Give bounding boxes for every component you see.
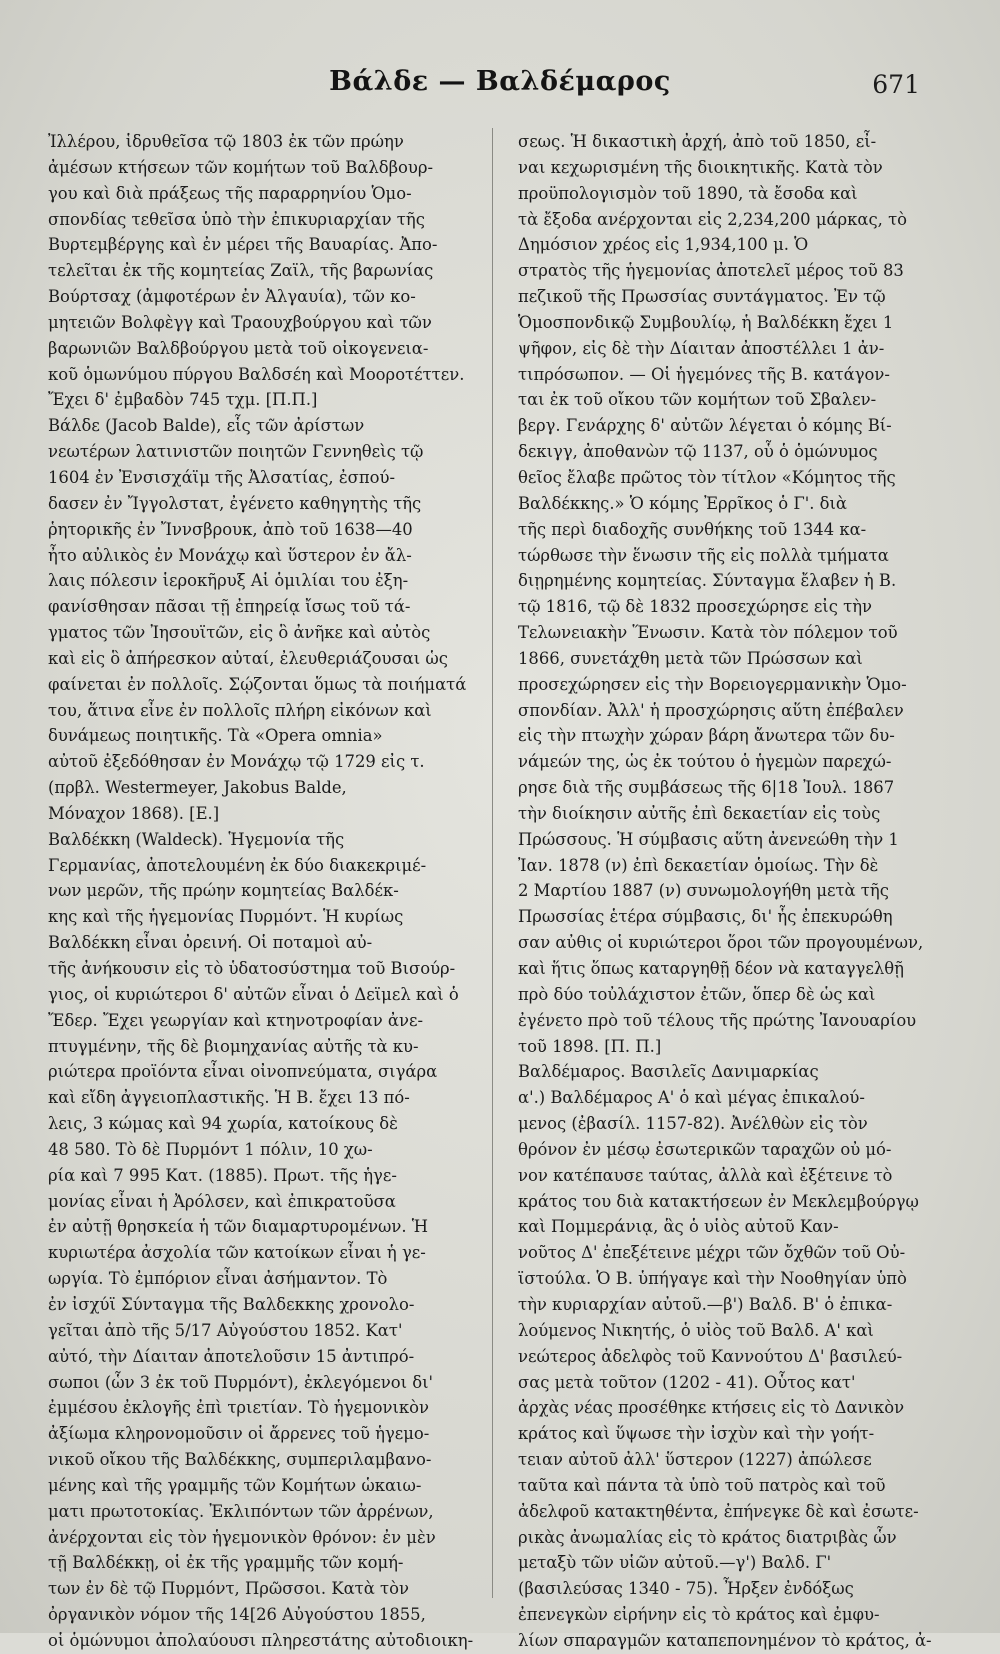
text-line: ἐγένετο πρὸ τοῦ τέλους τῆς πρώτης Ἰανουαρίου bbox=[518, 1010, 917, 1030]
text-line: Γερμανίας, ἀποτελουμένη ἐκ δύο διακεκριμέ- bbox=[48, 855, 427, 875]
text-line: Βαλδέκκη εἶναι ὀρεινή. Οἱ ποταμοὶ αὐ- bbox=[48, 933, 373, 953]
text-line: ὀργανικὸν νόμον τῆς 14[26 Αὐγούστου 1855, bbox=[48, 1605, 426, 1625]
running-head: Βάλδε — Βαλδέμαρος bbox=[329, 66, 671, 97]
text-line: ωργία. Τὸ ἐμπόριον εἶναι ἀσήμαντον. Τὸ bbox=[48, 1269, 388, 1289]
text-line: Δημόσιον χρέος εἰς 1,934,100 μ. Ὁ bbox=[518, 235, 809, 255]
text-line: τιπρόσωπον. — Οἱ ἡγεμόνες τῆς Β. κατάγον- bbox=[518, 364, 890, 384]
text-line: δασεν ἐν Ἴγγολστατ, ἐγένετο καθηγητὴς τῆς bbox=[48, 493, 422, 513]
text-line: αὐτό, τὴν Δίαιταν ἀποτελοῦσιν 15 ἀντιπρό- bbox=[48, 1346, 415, 1366]
text-line: τελεῖται ἐκ τῆς κομητείας Ζαϊλ, τῆς βαρωνίας bbox=[48, 261, 434, 281]
text-line: ἐν ἰσχύϊ Σύνταγμα τῆς Βαλδεκκης χρονολο- bbox=[48, 1294, 415, 1314]
text-line: μητειῶν Βολφὲγγ καὶ Τραουχβούργου καὶ τῶν bbox=[48, 312, 432, 332]
text-line: ἐπενεγκὼν εἰρήνην εἰς τὸ κράτος καὶ ἐμφυ- bbox=[518, 1605, 880, 1625]
text-line: νεώτερος ἀδελφὸς τοῦ Καννούτου Δ' βασιλεύ- bbox=[518, 1346, 903, 1366]
text-line: ματι πρωτοτοκίας. Ἐκλιπόντων τῶν ἀρρένων, bbox=[48, 1501, 434, 1521]
text-line: (βασιλεύσας 1340 - 75). Ἦρξεν ἐνδόξως bbox=[518, 1579, 854, 1599]
text-line: Βαλδέκκη (Waldeck). Ἡγεμονία τῆς bbox=[48, 829, 345, 849]
text-line: Βυρτεμβέργης καὶ ἐν μέρει τῆς Βαυαρίας. Ἀπο- bbox=[48, 235, 438, 255]
text-line: μονίας εἶναι ἡ Ἀρόλσεν, καὶ ἐπικρατοῦσα bbox=[48, 1191, 396, 1211]
text-line: βεργ. Γενάρχης δ' αὐτῶν λέγεται ὁ κόμης Βί- bbox=[518, 416, 892, 436]
text-line: σας μετὰ τοῦτον (1202 - 41). Οὗτος κατ' bbox=[518, 1372, 856, 1392]
text-line: ριώτερα προϊόντα εἶναι οἰνοπνεύματα, σιγάρα bbox=[48, 1062, 438, 1082]
text-line: εἰς τὴν πτωχὴν χώραν βάρη ἄνωτερα τῶν δυ- bbox=[518, 726, 895, 746]
text-line: προσεχώρησεν εἰς τὴν Βορειογερμανικὴν Ὁμο- bbox=[518, 674, 907, 694]
text-line: Τελωνειακὴν Ἕνωσιν. Κατὰ τὸν πόλεμον τοῦ bbox=[518, 623, 898, 643]
text-line: σπονδίαν. Ἀλλ' ἡ προσχώρησις αὕτη ἐπέβαλεν bbox=[518, 700, 904, 720]
text-line: κης καὶ τῆς ἡγεμονίας Πυρμόντ. Ἡ κυρίως bbox=[48, 907, 404, 927]
text-line: σεως. Ἡ δικαστικὴ ἀρχή, ἀπὸ τοῦ 1850, εἶ- bbox=[518, 132, 877, 151]
text-line: νον κατέπαυσε ταύτας, ἀλλὰ καὶ ἐξέτεινε τὸ bbox=[518, 1165, 893, 1185]
text-line: νάμεών της, ὡς ἐκ τούτου ὁ ἡγεμὼν παρεχώ- bbox=[518, 752, 892, 772]
text-line: ται ἐκ τοῦ οἴκου τῶν κομήτων τοῦ Σβαλεν- bbox=[518, 390, 877, 410]
text-line: ρικὰς ἀνωμαλίας εἰς τὸ κράτος διατριβὰς ὧν bbox=[518, 1527, 897, 1547]
column-divider bbox=[492, 128, 493, 1598]
text-line: μενος (ἐβασίλ. 1157-82). Ἀνέλθὼν εἰς τὸν bbox=[518, 1114, 868, 1134]
text-line: τῆς περὶ διαδοχῆς συνθήκης τοῦ 1344 κα- bbox=[518, 519, 867, 539]
text-line: νικοῦ οἴκου τῆς Βαλδέκκης, συμπεριλαμβανο- bbox=[48, 1450, 432, 1470]
text-line: γιος, οἱ κυριώτεροι δ' αὐτῶν εἶναι ὁ Δεϊμελ καὶ ὁ bbox=[48, 984, 459, 1004]
text-line: 1604 ἐν Ἐνσισχάϊμ τῆς Ἀλσατίας, ἐσπού- bbox=[48, 467, 395, 487]
text-line: (πρβλ. Westermeyer, Jakobus Balde, bbox=[48, 778, 347, 798]
text-line: σαν αὐθις οἱ κυριώτεροι ὅροι τῶν προγουμένων, bbox=[518, 933, 924, 953]
text-line: τειαν αὐτοῦ ἀλλ' ὕστερον (1227) ἀπώλεσε bbox=[518, 1450, 872, 1470]
text-line: ψῆφον, εἰς δὲ τὴν Δίαιταν ἀποστέλλει 1 ἀν- bbox=[518, 338, 885, 358]
text-line: ταῦτα καὶ πάντα τὰ ὑπὸ τοῦ πατρὸς καὶ τοῦ bbox=[518, 1475, 886, 1495]
text-line: νοῦτος Δ' ἐπεξέτεινε μέχρι τῶν ὄχθῶν τοῦ Οὐ- bbox=[518, 1243, 906, 1263]
text-line: δυνάμεως ποιητικῆς. Τὰ «Opera omnia» bbox=[48, 726, 383, 746]
text-line: Βαλδέμαρος. Βασιλεῖς Δανιμαρκίας bbox=[518, 1062, 819, 1082]
text-line: καὶ εἰς ὃ ἀπήρεσκον αὐταί, ἐλευθεριάζουσαι ὡς bbox=[48, 648, 448, 668]
text-line: οἱ ὁμώνυμοι ἀπολαύουσι πληρεστάτης αὐτοδιοικη- bbox=[48, 1630, 474, 1650]
text-line: λίων σπαραγμῶν καταπεπονημένον τὸ κράτος, ἀ- bbox=[518, 1630, 932, 1650]
text-line: πρὸ δύο τοὐλάχιστον ἐτῶν, ὅπερ δὲ ὡς καὶ bbox=[518, 984, 876, 1004]
text-line: σωποι (ὧν 3 ἐκ τοῦ Πυρμόντ), ἐκλεγόμενοι δι' bbox=[48, 1372, 434, 1392]
text-line: δεκιγγ, ἀποθανὼν τῷ 1137, οὗ ὁ ὁμώνυμος bbox=[518, 442, 878, 462]
text-line: βαρωνιῶν Βαλδβούργου μετὰ τοῦ οἰκογενεια- bbox=[48, 338, 429, 358]
text-line: τῷ 1816, τῷ δὲ 1832 προσεχώρησε εἰς τὴν bbox=[518, 597, 872, 617]
text-line: ρία καὶ 7 995 Κατ. (1885). Πρωτ. τῆς ἡγε- bbox=[48, 1165, 397, 1185]
text-line: αὐτοῦ ἐξεδόθησαν ἐν Μονάχῳ τῷ 1729 εἰς τ. bbox=[48, 752, 425, 772]
text-line: φαίνεται ἐν πολλοῖς. Σῴζονται ὅμως τὰ ποιήματά bbox=[48, 674, 467, 694]
text-line: ρησε διὰ τῆς συμβάσεως τῆς 6|18 Ἰουλ. 1867 bbox=[518, 778, 895, 798]
text-line: 2 Μαρτίου 1887 (ν) συνωμολογήθη μετὰ τῆς bbox=[518, 881, 889, 901]
right-column bbox=[518, 129, 950, 1654]
text-line: φανίσθησαν πᾶσαι τῇ ἐπηρείᾳ ἴσως τοῦ τά- bbox=[48, 597, 411, 617]
text-line: σπονδίας τεθεῖσα ὑπὸ τὴν ἐπικυριαρχίαν τῆς bbox=[48, 209, 425, 229]
text-line: κυριωτέρα ἀσχολία τῶν κατοίκων εἶναι ἡ γε- bbox=[48, 1243, 426, 1263]
text-line: Πρωσσίας ἑτέρα σύμβασις, δι' ἧς ἐπεκυρώθη bbox=[518, 907, 893, 927]
text-line: Ὁμοσπονδικῷ Συμβουλίῳ, ἡ Βαλδέκκη ἔχει 1 bbox=[518, 312, 894, 332]
text-line: Βαλδέκκης.» Ὁ κόμης Ἐρρῖκος ὁ Γ'. διὰ bbox=[518, 493, 847, 513]
text-line: α'.) Βαλδέμαρος Α' ὁ καὶ μέγας ἐπικαλού- bbox=[518, 1088, 865, 1108]
text-line: ῥητορικῆς ἐν Ἴννσβρουκ, ἀπὸ τοῦ 1638—40 bbox=[48, 519, 413, 539]
text-line: Ἔχει δ' ἐμβαδὸν 745 τχμ. [Π.Π.] bbox=[48, 390, 318, 410]
left-column bbox=[48, 129, 478, 1654]
text-line: Ἰλλέρου, ἱδρυθεῖσα τῷ 1803 ἐκ τῶν πρώην bbox=[48, 132, 404, 151]
text-line: Ἰαν. 1878 (ν) ἐπὶ δεκαετίαν ὁμοίως. Τὴν δὲ bbox=[518, 855, 879, 875]
text-line: ἐν αὐτῇ θρησκεία ἡ τῶν διαμαρτυρομένων. Ἡ bbox=[48, 1217, 429, 1237]
text-line: τοῦ 1898. [Π. Π.] bbox=[518, 1036, 662, 1056]
text-line: τὴν διοίκησιν αὐτῆς ἐπὶ δεκαετίαν εἰς τοὺς bbox=[518, 803, 881, 823]
text-line: στρατὸς τῆς ἡγεμονίας ἀποτελεῖ μέρος τοῦ 83 bbox=[518, 261, 904, 281]
text-line: Πρώσσους. Ἡ σύμβασις αὕτη ἀνενεώθη τὴν 1 bbox=[518, 829, 899, 849]
text-line: Μόναχον 1868). [Ε.] bbox=[48, 803, 220, 823]
text-line: γματος τῶν Ἰησουϊτῶν, εἰς ὃ ἀνῆκε καὶ αὐτὸς bbox=[48, 623, 431, 643]
text-line: Ἔδερ. Ἔχει γεωργίαν καὶ κτηνοτροφίαν ἀνε- bbox=[48, 1010, 423, 1030]
text-line: λαις πόλεσιν ἱεροκῆρυξ Αἱ ὁμιλίαι του ἐξη- bbox=[48, 571, 409, 591]
text-line: θρόνον ἐν μέσῳ ἐσωτερικῶν ταραχῶν οὐ μό- bbox=[518, 1139, 892, 1159]
text-line: ἀμέσων κτήσεων τῶν κομήτων τοῦ Βαλδβουρ- bbox=[48, 157, 434, 177]
text-line: πτυγμένην, τῆς δὲ βιομηχανίας αὐτῆς τὰ κυ- bbox=[48, 1036, 419, 1056]
text-line: καὶ Πομμεράνιᾳ, ἃς ὁ υἱὸς αὐτοῦ Καν- bbox=[518, 1217, 839, 1237]
text-line: θεῖος ἔλαβε πρῶτος τὸν τίτλον «Κόμητος τῆς bbox=[518, 467, 896, 487]
text-line: 1866, συνετάχθη μετὰ τῶν Πρώσσων καὶ bbox=[518, 648, 863, 668]
text-line: ἀδελφοῦ κατακτηθέντα, ἐπήνεγκε δὲ καὶ ἐσωτε- bbox=[518, 1501, 919, 1521]
text-line: γεῖται ἀπὸ τῆς 5/17 Αὐγούστου 1852. Κατ' bbox=[48, 1320, 403, 1340]
text-line: κράτος καὶ ὕψωσε τὴν ἰσχὺν καὶ τὴν γοήτ- bbox=[518, 1424, 875, 1444]
text-line: λούμενος Νικητής, ὁ υἱὸς τοῦ Βαλδ. Α' καὶ bbox=[518, 1320, 874, 1340]
text-line: διῃρημένης κομητείας. Σύνταγμα ἔλαβεν ἡ Β. bbox=[518, 571, 897, 591]
text-line: ἀρχὰς νέας προσέθηκε κτήσεις εἰς τὸ Δανικὸν bbox=[518, 1398, 905, 1418]
text-line: καὶ εἴδη ἀγγειοπλαστικῆς. Ἡ Β. ἔχει 13 πό- bbox=[48, 1088, 410, 1108]
text-line: τὰ ἔξοδα ανέρχονται εἰς 2,234,200 μάρκας, τὸ bbox=[518, 209, 908, 229]
text-line: Βάλδε (Jacob Balde), εἷς τῶν ἀρίστων bbox=[48, 416, 365, 436]
text-line: ϊστούλα. Ὁ Β. ὑπήγαγε καὶ τὴν Νοοθηγίαν ὑπὸ bbox=[518, 1269, 907, 1289]
text-line: νεωτέρων λατινιστῶν ποιητῶν Γεννηθεὶς τῷ bbox=[48, 442, 424, 462]
text-line: ἦτο αὐλικὸς ἐν Μονάχῳ καὶ ὕστερον ἐν ἄλ- bbox=[48, 545, 412, 565]
page-number: 671 bbox=[872, 70, 920, 99]
text-line: Βούρτσαχ (ἀμφοτέρων ἐν Ἀλγαυία), τῶν κο- bbox=[48, 287, 416, 307]
text-line: τῆς ἀνήκουσιν εἰς τὸ ὑδατοσύστημα τοῦ Βισούρ- bbox=[48, 959, 456, 978]
text-line: καὶ ἥτις ὅπως καταργηθῇ δέον νὰ καταγγελθῇ bbox=[518, 959, 904, 978]
text-line: μένης καὶ τῆς γραμμῆς τῶν Κομήτων ὡκαιω- bbox=[48, 1475, 422, 1495]
text-line: ἀξίωμα κληρονομοῦσιν οἱ ἄρρενες τοῦ ἡγεμο- bbox=[48, 1424, 430, 1444]
text-line: πεζικοῦ τῆς Πρωσσίας συντάγματος. Ἐν τῷ bbox=[518, 287, 886, 307]
text-line: 48 580. Τὸ δὲ Πυρμόντ 1 πόλιν, 10 χω- bbox=[48, 1139, 373, 1159]
text-line: νων μερῶν, τῆς πρώην κομητείας Βαλδέκ- bbox=[48, 881, 399, 901]
text-line: των ἐν δὲ τῷ Πυρμόντ, Πρῶσσοι. Κατὰ τὸν bbox=[48, 1579, 409, 1599]
text-line: προϋπολογισμὸν τοῦ 1890, τὰ ἔσοδα καὶ bbox=[518, 183, 858, 203]
text-line: ἐμμέσου ἐκλογῆς ἐπὶ τριετίαν. Τὸ ἡγεμονικὸν bbox=[48, 1398, 430, 1418]
text-line: τώρθωσε τὴν ἕνωσιν τῆς εἰς πολλὰ τμήματα bbox=[518, 545, 889, 565]
text-line: λεις, 3 κώμας καὶ 94 χωρία, κατοίκους δὲ bbox=[48, 1114, 398, 1134]
text-line: τὴν κυριαρχίαν αὐτοῦ.—β') Βαλδ. Β' ὁ ἐπικα- bbox=[518, 1294, 893, 1314]
text-line: του, ἅτινα εἶνε ἐν πολλοῖς πλήρη εἰκόνων καὶ bbox=[48, 700, 432, 720]
text-line: ἀνέρχονται εἰς τὸν ἡγεμονικὸν θρόνον: ἐν μὲν bbox=[48, 1527, 436, 1547]
text-line: μεταξὺ τῶν υἱῶν αὐτοῦ.—γ') Βαλδ. Γ' bbox=[518, 1553, 832, 1573]
text-line: κοῦ ὁμωνύμου πύργου Βαλδσέη καὶ Μοοροτέττεν. bbox=[48, 364, 465, 384]
text-line: τῇ Βαλδέκκῃ, οἱ ἐκ τῆς γραμμῆς τῶν κομή- bbox=[48, 1553, 404, 1573]
text-line: κράτος του διὰ κατακτήσεων ἐν Μεκλεμβούργῳ bbox=[518, 1191, 919, 1211]
text-line: ναι κεχωρισμένη τῆς διοικητικῆς. Κατὰ τὸν bbox=[518, 157, 883, 177]
text-line: γου καὶ διὰ πράξεως τῆς παραρρηνίου Ὁμο- bbox=[48, 183, 412, 203]
